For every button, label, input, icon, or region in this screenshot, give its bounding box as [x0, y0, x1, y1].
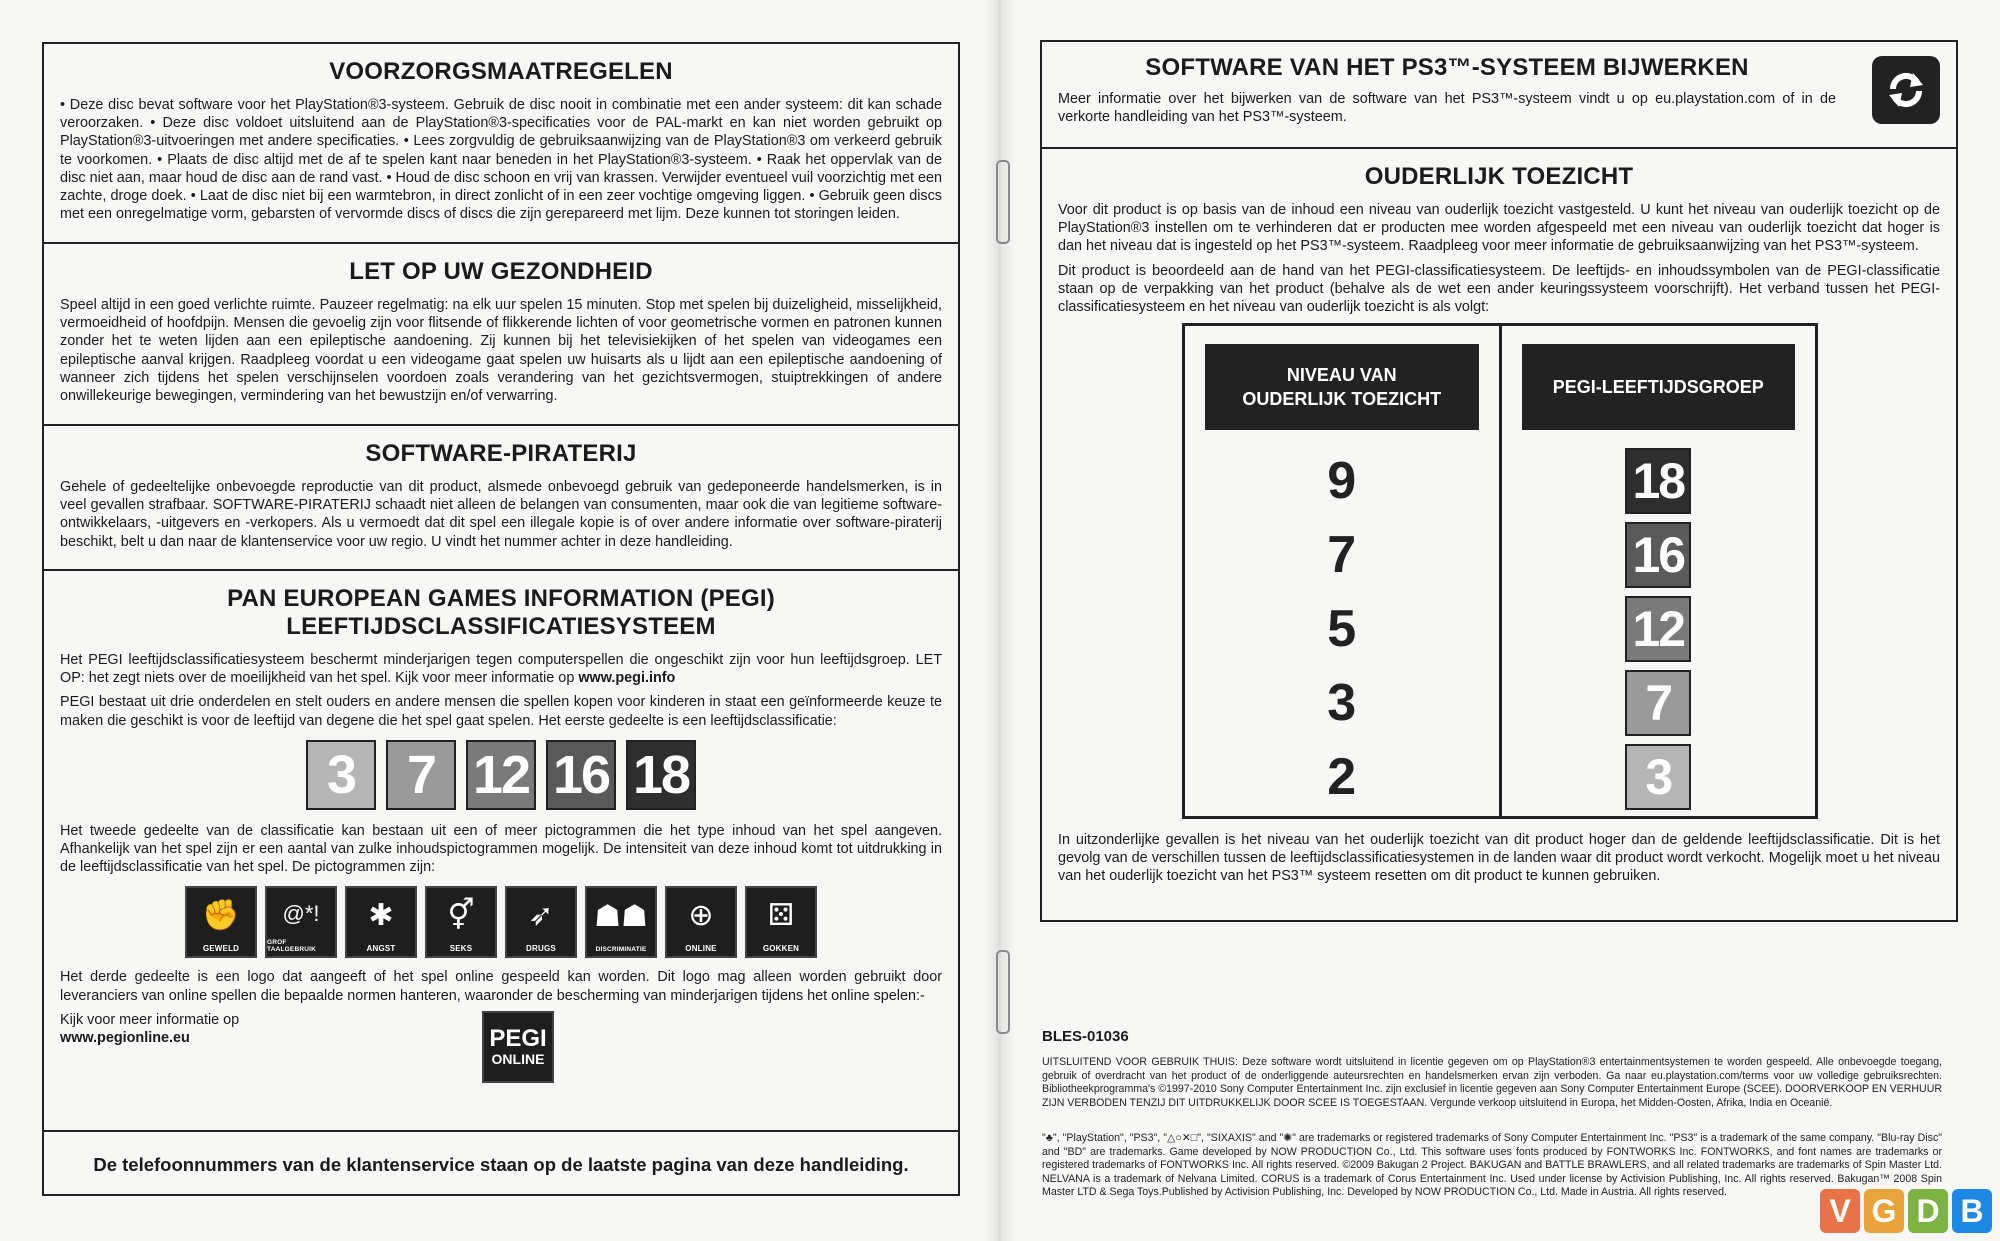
drugs-icon	[505, 886, 577, 958]
pegi-online-row	[60, 1011, 942, 1083]
health-text: Speel altijd in een goed verlichte ruimte. Pauzeer regelmatig: na elk uur spelen 15 minuten. Stop met spelen bij duizeligheid, misselijkheid, vermoeidheid of hoofdpijn. Mensen die gevoelig zijn voor flitsende of flikkerende lichten of voor geometrische vormen en patronen kunnen zonder het te weten lijden aan een epileptische aandoening. Zij kunnen bij het televisiekijken of het spelen van videogames een epileptische aanval krijgen. Raadpleeg voordat u een videogame gaat spelen uw huisarts als u lijdt aan een epileptische aandoening of wanneer zich tijdens het spelen verschijnselen voordoen zoals verandering van het gezichtsvermogen, stuiptrekkingen of andere onwillekeurige bewegingen, vermindering van het bewustzijn en/of verwarring.	[60, 297, 942, 405]
pegi-age-12: 12	[1625, 596, 1691, 662]
parental-level-table	[1182, 323, 1818, 819]
piracy-section	[44, 426, 958, 571]
pegi-online-logo-line2: ONLINE	[491, 1050, 545, 1067]
fear-icon-glyph: ✱	[368, 899, 394, 933]
age-ratings-row	[60, 740, 942, 810]
pegi-paragraph-2: PEGI bestaat uit drie onderdelen en stelt ouders en andere mensen die spellen kopen voor kinderen in staat een geïnformeerde keuze te maken die geschikt is voor de leeftijd van degene die het spel gaat spelen. Het eerste gedeelte is een leeftijdsclassificatie:	[60, 694, 942, 729]
parental-level-7: 7	[1327, 526, 1357, 584]
pictogram-caption: GROF TAALGEBRUIK	[267, 939, 317, 954]
violence-icon-glyph: ✊	[202, 899, 240, 933]
parental-title: OUDERLIJK TOEZICHT	[1364, 163, 1634, 190]
piracy-title: SOFTWARE-PIRATERIJ	[365, 440, 637, 467]
parental-level-header-line1: NIVEAU VAN	[1286, 365, 1397, 385]
pictogram-caption: GOKKEN	[762, 944, 800, 954]
online-info	[60, 1011, 360, 1047]
parental-level-header-line2: OUDERLIJK TOEZICHT	[1242, 389, 1442, 409]
pegi-title-line2: LEEFTIJDSCLASSIFICATIESYSTEEM	[286, 613, 716, 640]
pegi-title-line1: PAN EUROPEAN GAMES INFORMATION (PEGI)	[227, 585, 775, 612]
pictogram-caption: ONLINE	[685, 944, 717, 954]
left-frame	[42, 42, 960, 1196]
pegi-age-header: PEGI-LEEFTIJDSGROEP	[1522, 344, 1796, 430]
health-section	[44, 244, 958, 426]
discrimination-icon	[585, 886, 657, 958]
watermark-letter: G	[1864, 1189, 1904, 1233]
pictogram-caption: SEKS	[449, 944, 473, 954]
violence-icon	[185, 886, 257, 958]
precautions-section	[44, 44, 958, 244]
more-info-label: Kijk voor meer informatie op	[60, 1011, 240, 1028]
parental-paragraph-2: Dit product is beoordeeld aan de hand van het PEGI-classificatiesysteem. De leeftijds- en inhoudssymbolen van de PEGI-classificatie staan op de verpakking van het product (behalve als de wet een ander keuringssysteem voorschrijft). Het verband tussen het PEGI-classificatiesysteem en het niveau van ouderlijk toezicht is als volgt:	[1058, 262, 1940, 316]
health-title: LET OP UW GEZONDHEID	[349, 258, 653, 285]
pegi-info-link[interactable]: www.pegi.info	[578, 670, 676, 687]
vgdb-watermark	[1820, 1189, 1992, 1233]
pegi-paragraph-4: Het derde gedeelte is een logo dat aangeeft of het spel online gespeeld kan worden. Dit logo mag alleen worden gebruikt door leveranciers van online spellen die bepaalde normen hanteren, waaronder de bescherming van minderjarigen tijdens het online spelen:-	[60, 969, 942, 1004]
staple-bottom	[996, 950, 1010, 1034]
pegi-age-column	[1499, 326, 1816, 816]
watermark-letter: B	[1952, 1189, 1992, 1233]
pegi-age-row	[1502, 740, 1816, 814]
legal-text-2: "♣", "PlayStation", "PS3", "△○✕□", "SIXAXIS" and "✺" are trademarks or registered trademarks of Sony Computer Entertainment Inc. "PS3" is a trademark of the same company. "Blu-ray Disc" and "BD" are trademarks. Game developed by NOW PRODUCTION Co., Ltd. This software uses fonts produced by FONTWORKS Inc. FONTWORKS, and font names are trademarks or registered trademarks of FONTWORKS Inc. All rights reserved. ©2009 Bakugan 2 Project. BAKUGAN and BATTLE BRAWLERS, and all related trademarks are trademarks of Spin Master Ltd. NELVANA is a trademark of Nelvana Limited. CORUS is a trademark of Corus Entertainment Inc. Used under license by Activision Publishing, Inc. All rights reserved. Bakugan™ 2008 Spin Master LTD & Sega Toys.Published by Activision Publishing, Inc. Developed by NOW PRODUCTION Co., Ltd. Made in Austria. All rights reserved.	[1042, 1132, 1942, 1199]
parental-paragraph-1: Voor dit product is op basis van de inhoud een niveau van ouderlijk toezicht vastgesteld. U kunt het niveau van ouderlijk toezicht op de PlayStation®3 instellen om te verhinderen dat er producten mee worden afgespeeld met een niveau van ouderlijk toezicht dat hoger is dan het niveau dat is ingesteld op het PS3™-systeem. Raadpleeg voor meer informatie de gebruiksaanwijzing van het PS3™-systeem.	[1058, 202, 1940, 255]
pegi-age-row	[1502, 592, 1816, 666]
legal-text-1: UITSLUITEND VOOR GEBRUIK THUIS: Deze software wordt uitsluitend in licentie gegeven om op PlayStation®3 entertainmentsystemen te worden gespeeld. Alle onbevoegde toegang, gebruik of overdracht van het product of de onderliggende auteursrechten en handelsmerken ervan zijn verboden. Ga naar eu.playstation.com/terms voor uw volledige gebruiksrechten. Bibliotheekprogramma's ©1997-2010 Sony Computer Entertainment Inc. zijn exclusief in licentie gegeven aan Sony Computer Entertainment Europe (SCEE). DOORVERKOOP EN VERHUUR ZIJN VERBODEN TENZIJ DIT UITDRUKKELIJK DOOR SCEE IS TOEGESTAAN. Vergunde verkoop uitsluitend in Europa, het Midden-Oosten, Afrika, India en Oceanië.	[1042, 1056, 1942, 1109]
watermark-letter: D	[1908, 1189, 1948, 1233]
content-pictograms-row	[60, 886, 942, 958]
bad-language-icon-glyph: @*!	[282, 900, 320, 926]
sex-icon-glyph: ⚥	[447, 899, 475, 933]
pictogram-caption: GEWELD	[202, 944, 240, 954]
product-code: BLES-01036	[1042, 1028, 1129, 1045]
parental-level-5: 5	[1327, 600, 1357, 658]
staple-top	[996, 160, 1010, 244]
pictogram-caption: DRUGS	[526, 944, 556, 954]
pegi-rating-3: 3	[306, 740, 376, 810]
update-text: Meer informatie over het bijwerken van de software van het PS3™-systeem vindt u op eu.playstation.com of in de verkorte handleiding van het PS3™-systeem.	[1058, 91, 1836, 126]
pegi-age-7: 7	[1625, 670, 1691, 736]
precautions-title: VOORZORGSMAATREGELEN	[329, 58, 673, 85]
bad-language-icon	[265, 886, 337, 958]
update-arrows-icon	[1883, 67, 1929, 113]
pegi-age-18: 18	[1625, 448, 1691, 514]
pegi-age-16: 16	[1625, 522, 1691, 588]
pegi-age-3: 3	[1625, 744, 1691, 810]
online-icon	[665, 886, 737, 958]
parental-level-9: 9	[1327, 452, 1357, 510]
parental-levels	[1185, 444, 1499, 814]
pegi-p1-text: Het PEGI leeftijdsclassificatiesysteem beschermt minderjarigen tegen computerspellen die ongeschikt zijn voor hun leeftijdsgroep. LET OP: het zegt niets over de moeilijkheid van het spel. Kijk voor meer informatie op	[60, 652, 942, 687]
update-title: SOFTWARE VAN HET PS3™-SYSTEEM BIJWERKEN	[1145, 54, 1749, 81]
pegi-section	[44, 571, 958, 1132]
pictogram-caption: ANGST	[366, 944, 396, 954]
parental-paragraph-3: In uitzonderlijke gevallen is het niveau van het ouderlijk toezicht van dit product hoger dan de geldende leeftijdsclassificatie. Dit is het gevolg van de verschillen tussen de leeftijdsclassificatiesystemen in de landen waar dit product wordt verkocht. Mogelijk moet u het niveau van het ouderlijk toezicht van het PS3™ systeem resetten om dit product te kunnen gebruiken.	[1058, 832, 1940, 885]
pictogram-caption: DISCRIMINATIE	[595, 946, 647, 954]
drugs-icon-glyph: ➶	[528, 899, 554, 933]
pegi-age-row	[1502, 444, 1816, 518]
update-section	[1042, 42, 1956, 149]
piracy-text: Gehele of gedeeltelijke onbevoegde reproductie van dit product, alsmede onbevoegd gebruik van gedeponeerde handelsmerken, is in veel gevallen strafbaar. SOFTWARE-PIRATERIJ schaadt niet alleen de belangen van consumenten, maar ook die van legitieme software-ontwikkelaars, -uitgevers en -verkopers. Als u vermoedt dat dit spel een illegale kopie is of over andere informatie over software-piraterij beschikt, belt u dan naar de klantenservice voor uw regio. U vindt het nummer achter in deze handleiding.	[60, 479, 942, 550]
parental-level-header	[1205, 344, 1479, 430]
pegi-paragraph-3: Het tweede gedeelte van de classificatie kan bestaan uit een of meer pictogrammen die het type inhoud van het spel aangeven. Afhankelijk van het spel zijn er een aantal van zulke inhoudspictogrammen mogelijk. De intensiteit van deze inhoud komt tot uitdrukking in de leeftijdsclassificatie van het spel. De pictogrammen zijn:	[60, 822, 942, 876]
pegi-online-logo-line1: PEGI	[489, 1024, 547, 1052]
discrimination-icon-glyph: ☗☗	[594, 900, 648, 934]
pegi-rating-16: 16	[546, 740, 616, 810]
footer-section	[44, 1132, 958, 1194]
gambling-icon	[745, 886, 817, 958]
parental-level-3: 3	[1327, 674, 1357, 732]
pegi-rating-7: 7	[386, 740, 456, 810]
precautions-text: • Deze disc bevat software voor het PlayStation®3-systeem. Gebruik de disc nooit in combinatie met een ander systeem: dit kan schade veroorzaken. • Deze disc voldoet uitsluitend aan de PlayStation®3-specificaties voor de PAL-markt en kan niet worden gebruikt op PlayStation®3-uitvoeringen met andere specificaties. • Lees zorgvuldig de gebruiksaanwijzing van de PlayStation®3 om verkeerd gebruik te voorkomen. • Plaats de disc altijd met de af te spelen kant naar beneden in het PlayStation®3-systeem. • Raak het oppervlak van de disc niet aan, maar houd de disc aan de rand vast. • Houd de disc schoon en vrij van krassen. Verwijder eventueel vuil voorzichtig met een zachte, droge doek. • Laat de disc niet bij een warmtebron, in direct zonlicht of in een zeer vochtige omgeving liggen. • Gebruik geen discs met een onregelmatige vorm, gebarsten of vervormde discs of discs die zijn gerepareerd met lijm. Deze kunnen tot storingen leiden.	[60, 97, 942, 223]
pegi-age-row	[1502, 666, 1816, 740]
update-icon	[1872, 56, 1940, 124]
pegi-rating-12: 12	[466, 740, 536, 810]
gambling-icon-glyph: ⚄	[767, 899, 795, 933]
pegi-ages	[1502, 444, 1816, 814]
fear-icon	[345, 886, 417, 958]
pegi-age-row	[1502, 518, 1816, 592]
pegi-rating-18: 18	[626, 740, 696, 810]
customer-service-note: De telefoonnummers van de klantenservice staan op de laatste pagina van deze handleiding.	[93, 1154, 909, 1175]
pegi-online-link[interactable]: www.pegionline.eu	[60, 1029, 190, 1046]
online-icon-glyph: ⊕	[688, 899, 714, 933]
pegi-online-logo	[482, 1011, 554, 1083]
watermark-letter: V	[1820, 1189, 1860, 1233]
sex-icon	[425, 886, 497, 958]
parental-level-2: 2	[1327, 748, 1357, 806]
parental-level-column	[1185, 326, 1499, 816]
pegi-paragraph-1	[60, 651, 942, 687]
